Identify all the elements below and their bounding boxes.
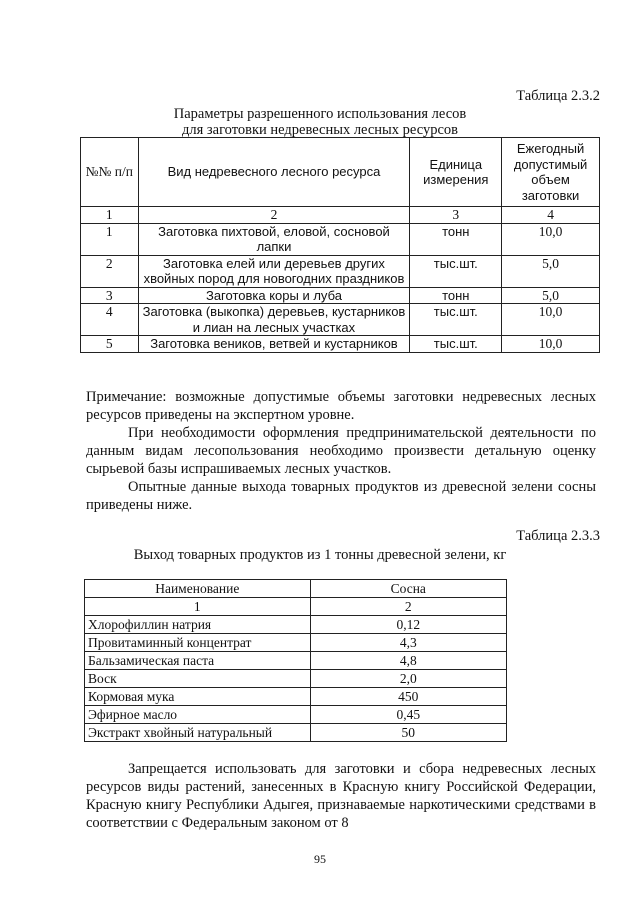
table-row — [85, 706, 507, 724]
row-unit: тыс.шт. — [410, 255, 502, 287]
row-num: 4 — [81, 304, 139, 336]
table2-colnum-row — [85, 598, 507, 616]
row-unit: тонн — [410, 223, 502, 255]
row-name: Эфирное масло — [85, 706, 311, 724]
row-value: 10,0 — [502, 336, 600, 353]
row-num: 5 — [81, 336, 139, 353]
table2-colnum: 1 — [85, 598, 311, 616]
table1-colnum: 1 — [81, 207, 139, 224]
table1-header-volume: Ежегодный допустимый объем заготовки — [502, 138, 600, 207]
row-name: Заготовка веников, ветвей и кустарников — [138, 336, 410, 353]
table1-title-line1: Параметры разрешенного использования лесов — [173, 106, 467, 122]
table2-colnum: 2 — [310, 598, 506, 616]
table-row — [81, 255, 600, 287]
row-name: Заготовка (выкопка) деревьев, кустарников и лиан на лесных участках — [138, 304, 410, 336]
row-value: 4,8 — [310, 652, 506, 670]
table-row — [85, 652, 507, 670]
row-name: Хлорофиллин натрия — [85, 616, 311, 634]
row-value: 50 — [310, 724, 506, 742]
table1-colnum: 3 — [410, 207, 502, 224]
table2-header-row — [85, 580, 507, 598]
row-num: 1 — [81, 223, 139, 255]
body-paragraph: Опытные данные выхода товарных продуктов из древесной зелени сосны приведены ниже. — [86, 479, 596, 513]
row-value: 5,0 — [502, 255, 600, 287]
table1-colnum: 2 — [138, 207, 410, 224]
table1-colnum-row — [81, 207, 600, 224]
table1-header-num: №№ п/п — [81, 138, 139, 207]
table-row — [85, 670, 507, 688]
row-name: Заготовка пихтовой, еловой, сосновой лапки — [138, 223, 410, 255]
table1 — [80, 137, 600, 353]
row-name: Кормовая мука — [85, 688, 311, 706]
table1-header-type: Вид недревесного лесного ресурса — [138, 138, 410, 207]
table1-header-row — [81, 138, 600, 207]
table1-header-unit: Единица измерения — [410, 138, 502, 207]
row-value: 10,0 — [502, 223, 600, 255]
row-value: 0,12 — [310, 616, 506, 634]
table-row — [81, 336, 600, 353]
row-value: 5,0 — [502, 287, 600, 304]
row-value: 0,45 — [310, 706, 506, 724]
table-row — [85, 688, 507, 706]
row-unit: тонн — [410, 287, 502, 304]
row-unit: тыс.шт. — [410, 336, 502, 353]
row-unit: тыс.шт. — [410, 304, 502, 336]
final-paragraph: Запрещается использовать для заготовки и сбора недревесных лесных ресурсов виды растений, занесенных в Красную книгу Российской Федерации, Красную книгу Республики Адыгея, признаваемые наркотическими средствами в соответствии с Федеральным законом от 8 — [86, 761, 596, 831]
table2-label: Таблица 2.3.3 — [516, 528, 600, 544]
table1-title-line2: для заготовки недревесных лесных ресурсов — [182, 122, 458, 138]
row-value: 10,0 — [502, 304, 600, 336]
row-num: 2 — [81, 255, 139, 287]
row-value: 2,0 — [310, 670, 506, 688]
row-name: Провитаминный концентрат — [85, 634, 311, 652]
table1-colnum: 4 — [502, 207, 600, 224]
table-row — [81, 223, 600, 255]
row-value: 4,3 — [310, 634, 506, 652]
table2-title: Выход товарных продуктов из 1 тонны древесной зелени, кг — [133, 547, 507, 563]
table-row — [85, 724, 507, 742]
table1-label: Таблица 2.3.2 — [516, 88, 600, 104]
table-row — [85, 616, 507, 634]
table1-title — [0, 106, 640, 138]
row-num: 3 — [81, 287, 139, 304]
row-name: Воск — [85, 670, 311, 688]
note-paragraph: Примечание: возможные допустимые объемы заготовки недревесных лесных ресурсов приведены на экспертном уровне. — [86, 389, 596, 423]
row-name: Бальзамическая паста — [85, 652, 311, 670]
table2 — [84, 579, 507, 742]
table-row — [81, 304, 600, 336]
body-paragraph: При необходимости оформления предпринимательской деятельности по данным видам лесопользования необходимо произвести детальную оценку сырьевой базы испрашиваемых лесных участков. — [86, 425, 596, 477]
table2-header-pine: Сосна — [310, 580, 506, 598]
table-row — [81, 287, 600, 304]
row-name: Заготовка коры и луба — [138, 287, 410, 304]
row-name: Экстракт хвойный натуральный — [85, 724, 311, 742]
page-number: 95 — [314, 852, 326, 866]
table2-header-name: Наименование — [85, 580, 311, 598]
table-row — [85, 634, 507, 652]
row-value: 450 — [310, 688, 506, 706]
row-name: Заготовка елей или деревьев других хвойных пород для новогодних праздников — [138, 255, 410, 287]
